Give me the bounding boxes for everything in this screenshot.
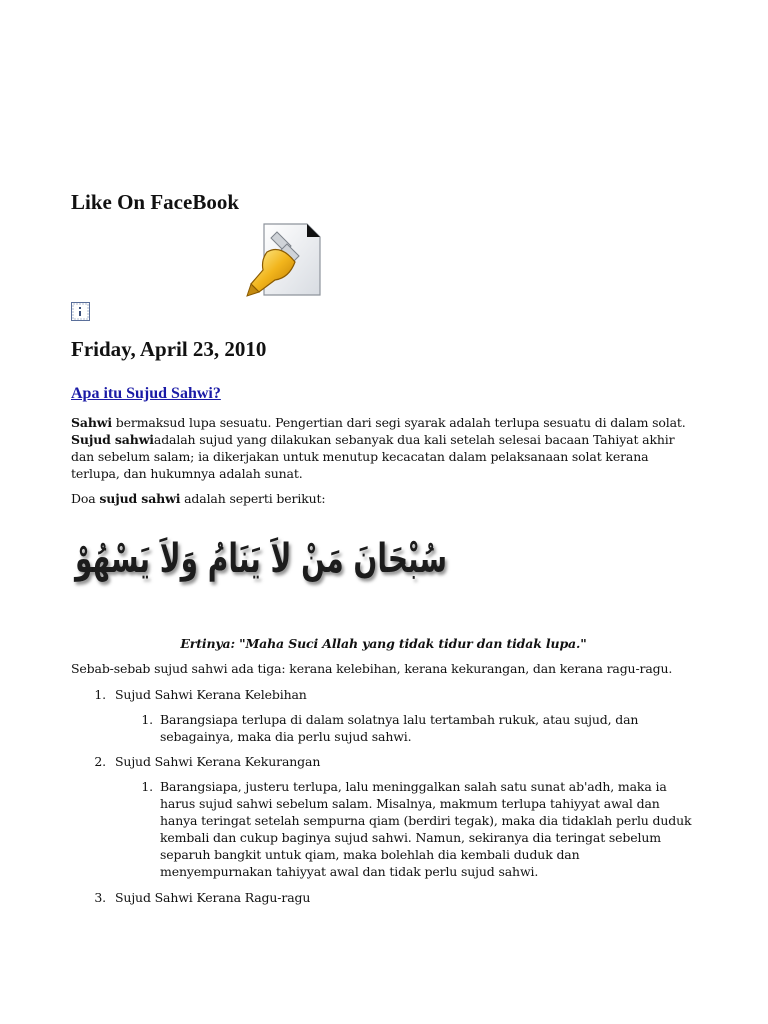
list-number: 3.	[94, 890, 106, 905]
facebook-section-heading: Like On FaceBook	[71, 190, 240, 214]
doa-meaning: Ertinya: "Maha Suci Allah yang tidak tidur dan tidak lupa."	[180, 636, 587, 651]
intro-paragraph	[71, 414, 686, 482]
intro-text-1: bermaksud lupa sesuatu. Pengertian dari segi syarak adalah terlupa sesuatu di dalam solat.	[111, 415, 686, 430]
doa-intro-paragraph	[71, 490, 325, 507]
doa-text-post: adalah seperti berikut:	[180, 491, 326, 506]
doa-term: sujud sahwi	[99, 491, 181, 506]
term-sahwi: Sahwi	[71, 415, 112, 430]
list-number: 1.	[94, 687, 106, 702]
broken-image-icon	[71, 302, 90, 321]
list-label: Sujud Sahwi Kerana Kekurangan	[115, 754, 321, 769]
causes-paragraph: Sebab-sebab sujud sahwi ada tiga: kerana kelebihan, kerana kekurangan, dan kerana ragu-ragu.	[71, 661, 673, 676]
arabic-doa-text: سُبْحَانَ مَنْ لاَ يَنَامُ وَلاَ يَسْهُوْ	[73, 536, 448, 582]
arabic-doa-image	[71, 528, 451, 594]
term-sujud-sahwi: Sujud sahwi	[71, 432, 154, 447]
post-date: Friday, April 23, 2010	[71, 337, 267, 361]
sub-list-text: Barangsiapa, justeru terlupa, lalu meninggalkan salah satu sunat ab'adh, maka ia harus sujud sahwi sebelum salam. Misalnya, makmum terlupa tahiyyat awal dan hanya teringat setelah sempurna qiam (berdiri tegak), maka dia tidaklah perlu duduk kembali dan cukup baginya sujud sahwi. Namun, sekiranya dia teringat sebelum separuh bangkit untuk qiam, maka bolehlah dia kembali duduk dan menyempurnakan tahiyyat awal dan tidak perlu sujud sahwi.	[160, 779, 692, 879]
list-label: Sujud Sahwi Kerana Kelebihan	[115, 687, 307, 702]
sub-list-number: 1.	[141, 779, 153, 794]
sub-list-text: Barangsiapa terlupa di dalam solatnya lalu tertambah rukuk, atau sujud, dan sebagainya, maka dia perlu sujud sahwi.	[160, 712, 639, 744]
intro-text-2: adalah sujud yang dilakukan sebanyak dua kali setelah selesai bacaan Tahiyat akhir dan sebelum salam; ia dikerjakan untuk menutup kecacatan dalam pelaksanaan solat kerana terlupa, dan hukumnya adalah sunat.	[71, 432, 675, 481]
list-number: 2.	[94, 754, 106, 769]
list-label: Sujud Sahwi Kerana Ragu-ragu	[115, 890, 311, 905]
sub-list-number: 1.	[141, 712, 153, 727]
doa-text-pre: Doa	[71, 491, 100, 506]
post-title-link[interactable]: Apa itu Sujud Sahwi?	[71, 385, 221, 402]
missing-plugin-icon[interactable]	[245, 222, 321, 298]
